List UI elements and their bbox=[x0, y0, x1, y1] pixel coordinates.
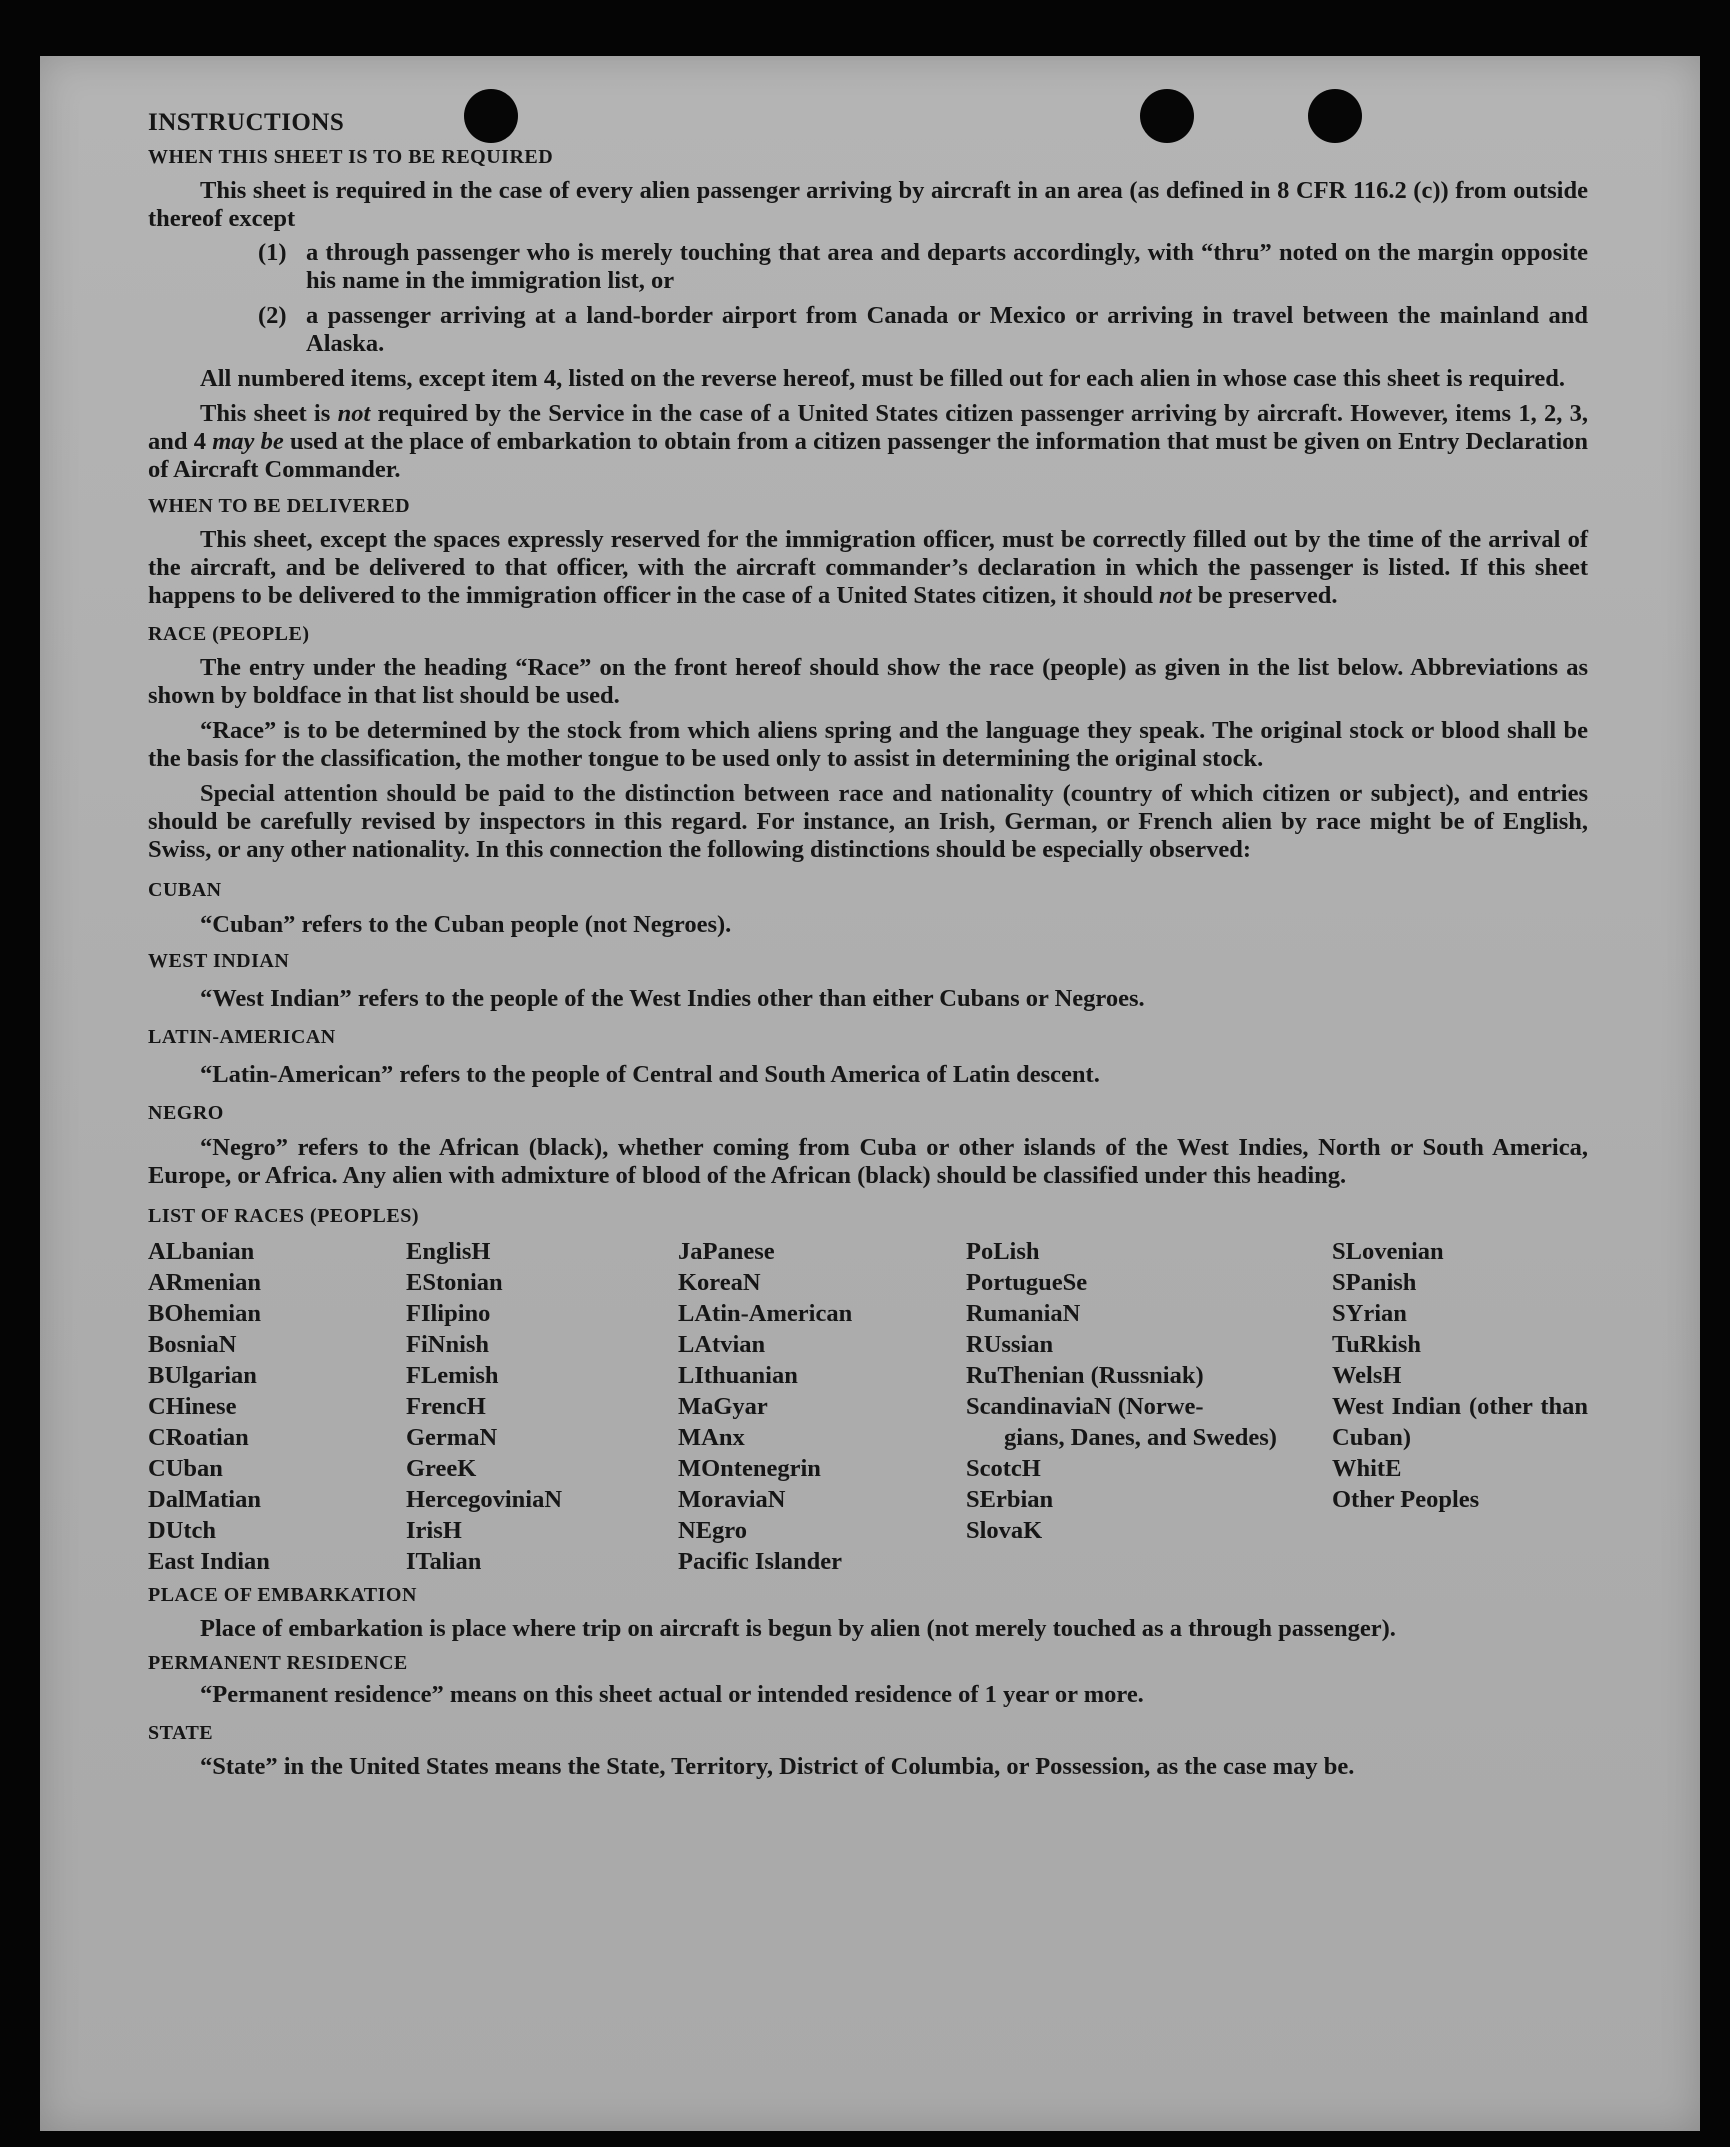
race-list bbox=[148, 1236, 1588, 1577]
list-item: MoraviaN bbox=[678, 1486, 786, 1513]
list-item: FLemish bbox=[406, 1362, 499, 1389]
race-column bbox=[148, 1236, 406, 1577]
race-column bbox=[406, 1236, 678, 1577]
paragraph: Special attention should be paid to the distinction between race and nationality (country of which citizen or subject), and entries should be carefully revised by inspectors in this regard. For instance, an Irish, German, or French alien by race might be of English, Swiss, or any other nationality. In this connection the following distinctions should be especially observed: bbox=[148, 780, 1588, 863]
list-item: LIthuanian bbox=[678, 1362, 798, 1389]
list-item: ScandinaviaN (Norwe- bbox=[966, 1393, 1204, 1420]
list-item: FrencH bbox=[406, 1393, 486, 1420]
paragraph: This sheet is required in the case of every alien passenger arriving by aircraft in an area (as defined in 8 CFR 116.2 (c)) from outside thereof except bbox=[148, 177, 1588, 232]
list-item: Other Peoples bbox=[1332, 1486, 1480, 1513]
section-title: WEST INDIAN bbox=[148, 950, 290, 972]
list-item: ITalian bbox=[406, 1548, 482, 1575]
section-title: RACE (PEOPLE) bbox=[148, 623, 310, 645]
list-item: MaGyar bbox=[678, 1393, 768, 1420]
paragraph: “Permanent residence” means on this sheet actual or intended residence of 1 year or more. bbox=[200, 1681, 1144, 1708]
list-item: MOntenegrin bbox=[678, 1455, 821, 1482]
list-item: SPanish bbox=[1332, 1269, 1417, 1296]
paragraph: “Cuban” refers to the Cuban people (not Negroes). bbox=[200, 911, 732, 938]
list-item: EStonian bbox=[406, 1269, 503, 1296]
list-item: ARmenian bbox=[148, 1269, 261, 1296]
list-item: SErbian bbox=[966, 1486, 1054, 1513]
list-item: CHinese bbox=[148, 1393, 237, 1420]
list-item: JaPanese bbox=[678, 1238, 775, 1265]
list-item: CUban bbox=[148, 1455, 223, 1482]
list-item: Pacific Islander bbox=[678, 1548, 842, 1575]
list-item: EnglisH bbox=[406, 1238, 491, 1265]
paragraph: “State” in the United States means the State, Territory, District of Columbia, or Possession, as the case may be. bbox=[200, 1753, 1355, 1780]
list-item: SlovaK bbox=[966, 1517, 1043, 1544]
list-item: LAtin-American bbox=[678, 1300, 853, 1327]
list-item-continued: gians, Danes, and Swedes) bbox=[1004, 1424, 1277, 1451]
list-item: MAnx bbox=[678, 1424, 745, 1451]
list-item: BOhemian bbox=[148, 1300, 261, 1327]
paragraph: “Race” is to be determined by the stock from which aliens spring and the language they speak. The original stock or blood shall be the basis for the classification, the mother tongue to be used only to assist in determining the original stock. bbox=[148, 717, 1588, 772]
list-item: DUtch bbox=[148, 1517, 217, 1544]
race-column bbox=[966, 1236, 1332, 1577]
list-item: ScotcH bbox=[966, 1455, 1041, 1482]
list-item: SYrian bbox=[1332, 1300, 1407, 1327]
item-text: a passenger arriving at a land-border airport from Canada or Mexico or arriving in travel between the mainland and Alaska. bbox=[306, 302, 1588, 357]
list-item: IrisH bbox=[406, 1517, 462, 1544]
paragraph: This sheet is not required by the Service in the case of a United States citizen passenger arriving by aircraft. However, items 1, 2, 3, and 4 may be used at the place of embarkation to obtain from a citizen passenger the information that must be given on Entry Declaration of Aircraft Commander. bbox=[148, 400, 1589, 483]
list-item: GreeK bbox=[406, 1455, 477, 1482]
list-item: WelsH bbox=[1332, 1362, 1402, 1389]
list-item: PoLish bbox=[966, 1238, 1040, 1265]
list-item: WhitE bbox=[1332, 1455, 1402, 1482]
list-item: TuRkish bbox=[1332, 1331, 1422, 1358]
section-title: LATIN-AMERICAN bbox=[148, 1026, 336, 1048]
instructions-body bbox=[148, 109, 1588, 1781]
paragraph: Place of embarkation is place where trip on aircraft is begun by alien (not merely touched as a through passenger). bbox=[200, 1615, 1396, 1642]
section-title: LIST OF RACES (PEOPLES) bbox=[148, 1205, 420, 1227]
list-item: BUlgarian bbox=[148, 1362, 257, 1389]
list-item: West Indian (other than Cuban) bbox=[1332, 1393, 1588, 1451]
paragraph: All numbered items, except item 4, listed on the reverse hereof, must be filled out for each alien in whose case this sheet is required. bbox=[200, 365, 1566, 392]
item-text: a through passenger who is merely touching that area and departs accordingly, with “thru” noted on the margin opposite his name in the immigration list, or bbox=[306, 239, 1588, 294]
list-item: NEgro bbox=[678, 1517, 747, 1544]
list-item: DalMatian bbox=[148, 1486, 261, 1513]
paragraph: “Latin-American” refers to the people of Central and South America of Latin descent. bbox=[200, 1061, 1100, 1088]
list-item: BosniaN bbox=[148, 1331, 237, 1358]
list-item bbox=[258, 302, 1588, 358]
section-title: NEGRO bbox=[148, 1102, 224, 1124]
list-item: LAtvian bbox=[678, 1331, 766, 1358]
section-title: CUBAN bbox=[148, 879, 222, 901]
section-title: WHEN THIS SHEET IS TO BE REQUIRED bbox=[148, 146, 554, 168]
list-item: RumaniaN bbox=[966, 1300, 1081, 1327]
list-item: RUssian bbox=[966, 1331, 1054, 1358]
paragraph: “West Indian” refers to the people of the West Indies other than either Cubans or Negroes. bbox=[200, 985, 1145, 1012]
race-column bbox=[678, 1236, 966, 1577]
section-title: PLACE OF EMBARKATION bbox=[148, 1584, 417, 1606]
list-item bbox=[258, 239, 1588, 295]
page-title: INSTRUCTIONS bbox=[148, 109, 345, 136]
list-item: East Indian bbox=[148, 1548, 270, 1575]
paragraph: “Negro” refers to the African (black), whether coming from Cuba or other islands of the West Indies, North or South America, Europe, or Africa. Any alien with admixture of blood of the African (black) should be classified under this heading. bbox=[148, 1134, 1588, 1189]
list-item: KoreaN bbox=[678, 1269, 761, 1296]
list-item: FiNnish bbox=[406, 1331, 490, 1358]
list-item: GermaN bbox=[406, 1424, 498, 1451]
list-item: HercegoviniaN bbox=[406, 1486, 563, 1513]
list-item: PortugueSe bbox=[966, 1269, 1088, 1296]
list-item: ALbanian bbox=[148, 1238, 255, 1265]
item-number: (2) bbox=[258, 302, 287, 329]
document-sheet bbox=[40, 56, 1700, 2131]
item-number: (1) bbox=[258, 239, 287, 266]
list-item: CRoatian bbox=[148, 1424, 249, 1451]
paragraph: The entry under the heading “Race” on the front hereof should show the race (people) as given in the list below. Abbreviations as shown by boldface in that list should be used. bbox=[148, 654, 1588, 709]
paragraph: This sheet, except the spaces expressly reserved for the immigration officer, must be correctly filled out by the time of the arrival of the aircraft, and be delivered to that officer, with the aircraft commander’s declaration in which the passenger is listed. If this sheet happens to be delivered to the immigration officer in the case of a United States citizen, it should not be preserved. bbox=[148, 526, 1588, 609]
list-item: RuThenian (Russniak) bbox=[966, 1362, 1204, 1389]
section-title: WHEN TO BE DELIVERED bbox=[148, 495, 411, 517]
list-item: FIlipino bbox=[406, 1300, 491, 1327]
section-title: STATE bbox=[148, 1722, 214, 1744]
race-column bbox=[1332, 1236, 1588, 1577]
section-title: PERMANENT RESIDENCE bbox=[148, 1652, 408, 1674]
list-item: SLovenian bbox=[1332, 1238, 1444, 1265]
